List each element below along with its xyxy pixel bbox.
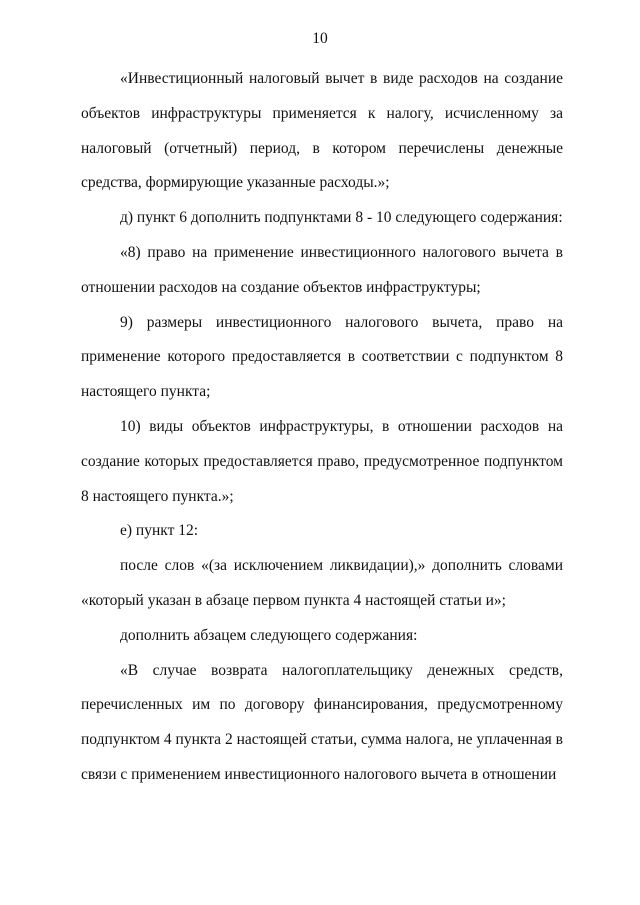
document-body (81, 62, 563, 793)
paragraph-item-e: е) пункт 12: (120, 522, 199, 540)
paragraph-investment-deduction: «Инвестиционный налоговый вычет в виде расходов на создание объектов инфраструктуры применяется к налогу, исчисленному за налоговый (отчетный) период, в котором перечислены денежные средства, формирующие указанные расходы.»; (81, 70, 563, 192)
paragraph-add-clause: дополнить абзацем следующего содержания: (120, 626, 418, 644)
paragraph-item-d: д) пункт 6 дополнить подпунктами 8 - 10 следующего содержания: (120, 209, 563, 227)
paragraph-subitem-10: 10) виды объектов инфраструктуры, в отношении расходов на создание которых предоставляется право, предусмотренное подпунктом 8 настоящего пункта.»; (81, 417, 563, 505)
paragraph-refund-case: «В случае возврата налогоплательщику денежных средств, перечисленных им по договору финансирования, предусмотренному подпунктом 4 пункта 2 настоящей статьи, сумма налога, не уплаченная в связи с применением инвестиционного налогового вычета в отношении (81, 661, 563, 783)
paragraph-subitem-9: 9) размеры инвестиционного налогового вычета, право на применение которого предоставляется в соответствии с подпунктом 8 настоящего пункта; (81, 313, 563, 401)
page-number: 10 (312, 30, 328, 47)
paragraph-subitem-8: «8) право на применение инвестиционного налогового вычета в отношении расходов на создание объектов инфраструктуры; (81, 243, 563, 296)
paragraph-after-words: после слов «(за исключением ликвидации),» дополнить словами «который указан в абзаце первом пункта 4 настоящей статьи и»; (81, 557, 563, 609)
